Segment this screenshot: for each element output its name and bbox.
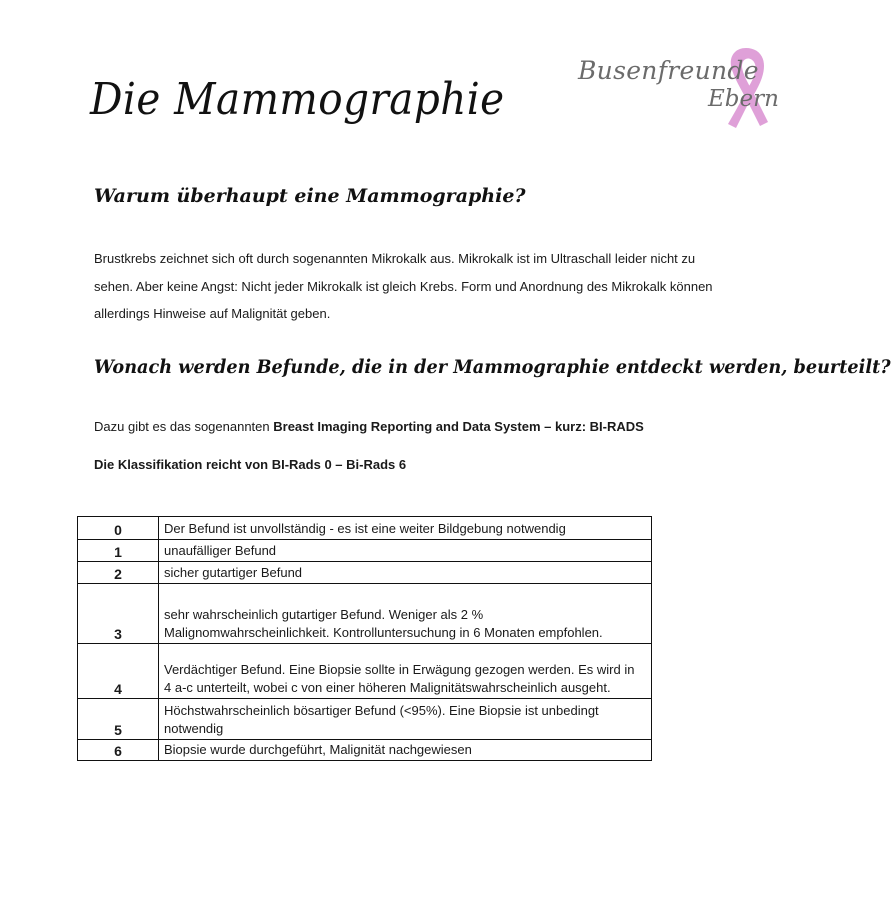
- category-cell: 6: [78, 740, 159, 761]
- intro-paragraph: Brustkrebs zeichnet sich oft durch sogenannten Mikrokalk aus. Mikrokalk ist im Ultraschall leider nicht zu sehen. Aber keine Angst: Nicht jeder Mikrokalk ist gleich Krebs. Form und Anordnung des Mikrokalk können allerdings Hinweise auf Malignität geben.: [94, 251, 713, 321]
- category-cell: 1: [78, 540, 159, 562]
- logo-text-line2: Ebern: [708, 86, 779, 112]
- category-cell: 3: [78, 584, 159, 644]
- logo: [576, 44, 786, 128]
- category-cell: 2: [78, 562, 159, 584]
- table-row: [78, 540, 652, 562]
- category-cell: 4: [78, 644, 159, 699]
- section-heading-why: Warum überhaupt eine Mammographie?: [94, 185, 526, 207]
- table-row: [78, 740, 652, 761]
- section-heading-assessment: Wonach werden Befunde, die in der Mammographie entdeckt werden, beurteilt?: [94, 356, 891, 378]
- classification-range: Die Klassifikation reicht von BI-Rads 0 – Bi-Rads 6: [94, 457, 407, 472]
- category-cell: 5: [78, 699, 159, 740]
- description-cell: sicher gutartiger Befund: [159, 562, 652, 584]
- description-cell: Höchstwahrscheinlich bösartiger Befund (<95%). Eine Biopsie ist unbedingt notwendig: [159, 699, 652, 740]
- description-cell: Der Befund ist unvollständig - es ist eine weiter Bildgebung notwendig: [159, 517, 652, 540]
- table-row: [78, 517, 652, 540]
- description-cell: sehr wahrscheinlich gutartiger Befund. Weniger als 2 % Malignomwahrscheinlichkeit. Kontrolluntersuchung in 6 Monaten empfohlen.: [159, 584, 652, 644]
- birads-intro-bold: Breast Imaging Reporting and Data System – kurz: BI-RADS: [273, 419, 644, 434]
- birads-intro-plain: Dazu gibt es das sogenannten: [94, 419, 274, 434]
- birads-intro: [94, 419, 644, 434]
- table-row: [78, 584, 652, 644]
- table-row: [78, 644, 652, 699]
- table-row: [78, 562, 652, 584]
- page-title: Die Mammographie: [90, 74, 505, 125]
- birads-table: [77, 516, 652, 761]
- description-cell: Biopsie wurde durchgeführt, Malignität nachgewiesen: [159, 740, 652, 761]
- logo-text-line1: Busenfreunde: [578, 56, 759, 85]
- table-row: [78, 699, 652, 740]
- category-cell: 0: [78, 517, 159, 540]
- description-cell: unaufälliger Befund: [159, 540, 652, 562]
- description-cell: Verdächtiger Befund. Eine Biopsie sollte in Erwägung gezogen werden. Es wird in 4 a-c unterteilt, wobei c von einer höheren Malignitätswahrscheinlich ausgeht.: [159, 644, 652, 699]
